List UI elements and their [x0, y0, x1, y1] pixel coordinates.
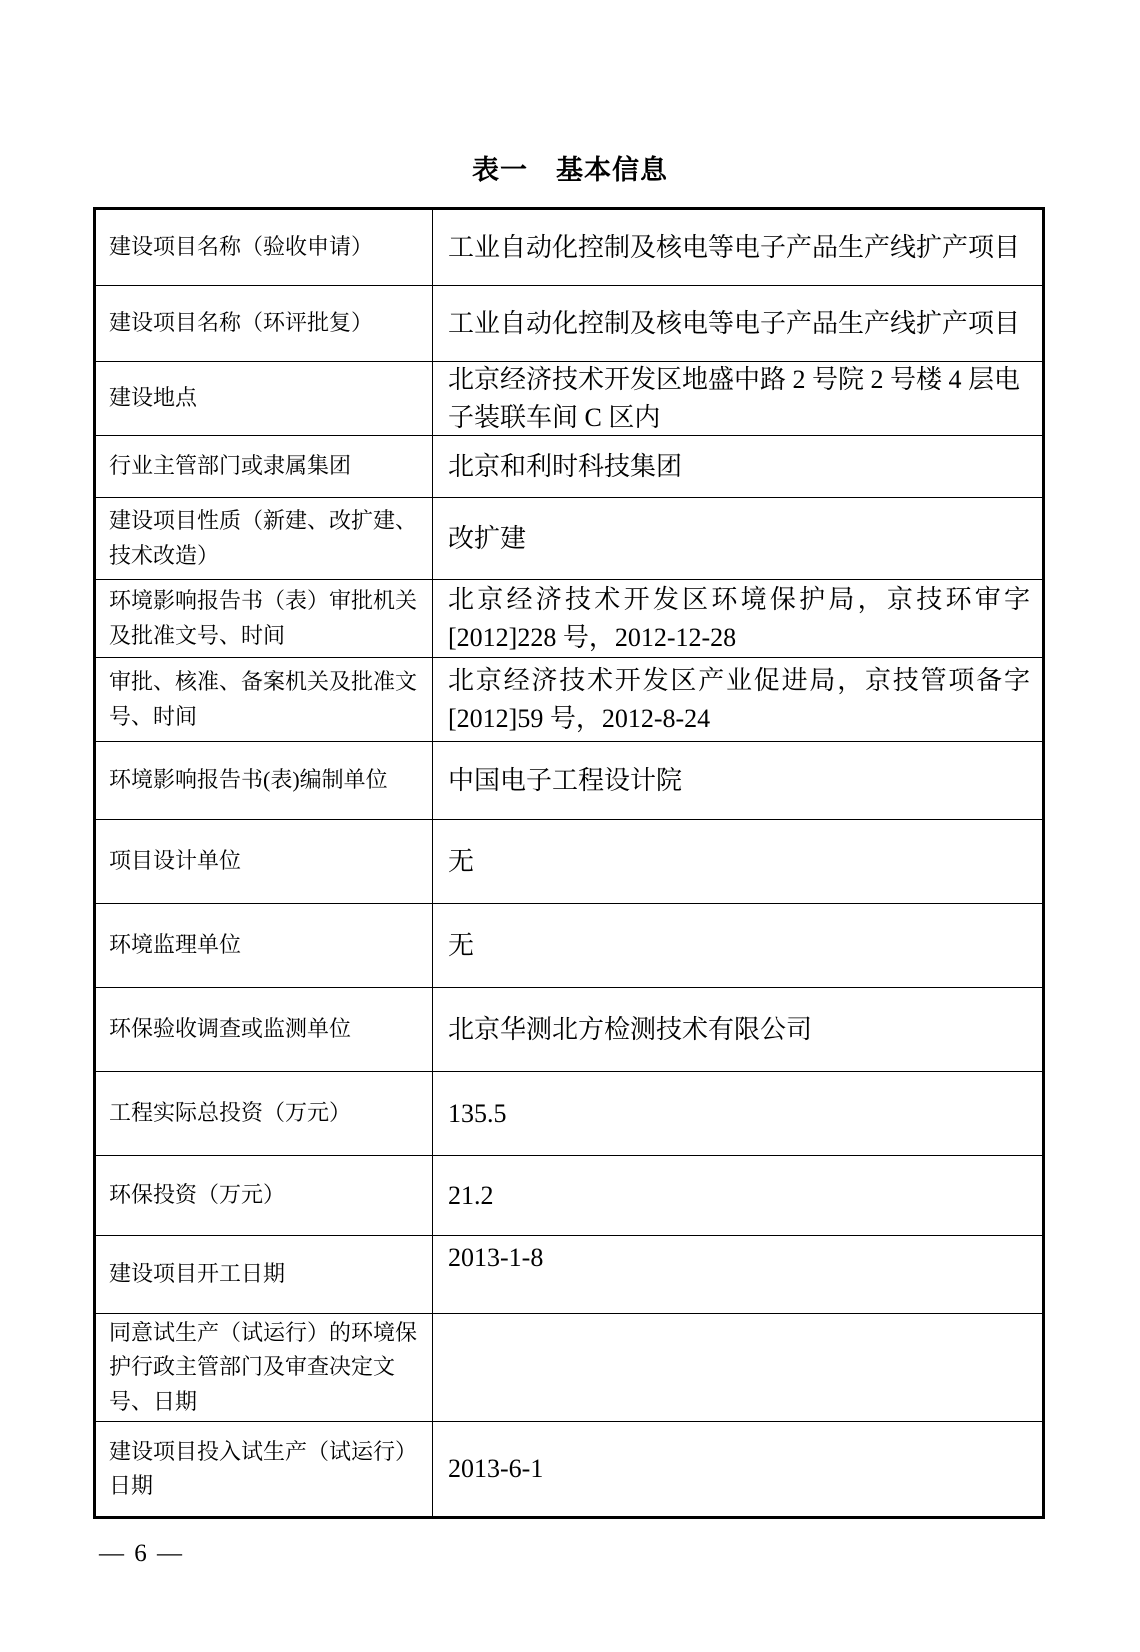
row-value: [433, 1314, 1042, 1421]
row-label: 工程实际总投资（万元）: [96, 1072, 433, 1155]
table-row: [96, 1156, 1042, 1236]
row-value: 北京经济技术开发区环境保护局，京技环审字[2012]228 号，2012-12-28: [448, 584, 1030, 652]
row-value: 无: [448, 846, 475, 876]
row-label: 建设地点: [96, 362, 433, 435]
table-row: [96, 1314, 1042, 1422]
row-value: 无: [448, 930, 475, 960]
row-label: 环境影响报告书（表）审批机关及批准文号、时间: [96, 580, 433, 657]
row-label: 建设项目开工日期: [96, 1236, 433, 1313]
row-label: 行业主管部门或隶属集团: [96, 436, 433, 497]
row-value: 工业自动化控制及核电等电子产品生产线扩产项目: [448, 308, 1021, 338]
row-label: 建设项目投入试生产（试运行）日期: [96, 1422, 433, 1516]
table-row: [96, 286, 1042, 362]
row-label: 环境监理单位: [96, 904, 433, 987]
row-value: 北京经济技术开发区地盛中路 2 号院 2 号楼 4 层电子装联车间 C 区内: [448, 364, 1021, 432]
row-label: 建设项目性质（新建、改扩建、技术改造）: [96, 498, 433, 579]
table-row: [96, 436, 1042, 498]
table-row: [96, 988, 1042, 1072]
table-row: [96, 210, 1042, 286]
row-label: 审批、核准、备案机关及批准文号、时间: [96, 658, 433, 741]
row-label: 同意试生产（试运行）的环境保护行政主管部门及审查决定文号、日期: [96, 1314, 433, 1421]
row-label: 环保验收调查或监测单位: [96, 988, 433, 1071]
row-value: 135.5: [448, 1098, 507, 1128]
page-title: 表一 基本信息: [472, 155, 668, 185]
row-label: 建设项目名称（环评批复）: [96, 286, 433, 361]
row-value: 北京经济技术开发区产业促进局，京技管项备字[2012]59 号，2012-8-24: [448, 665, 1030, 733]
row-value: 2013-6-1: [448, 1454, 544, 1484]
basic-info-table: [93, 207, 1045, 1519]
table-row: [96, 1236, 1042, 1314]
table-row: [96, 1072, 1042, 1156]
row-label: 建设项目名称（验收申请）: [96, 210, 433, 285]
row-value: 北京和利时科技集团: [448, 451, 683, 481]
page-number: — 6 —: [99, 1540, 184, 1567]
table-row: [96, 498, 1042, 580]
table-row: [96, 742, 1042, 820]
table-row: [96, 820, 1042, 904]
table-row: [96, 658, 1042, 742]
table-row: [96, 904, 1042, 988]
table-row: [96, 362, 1042, 436]
row-label: 环保投资（万元）: [96, 1156, 433, 1235]
row-label: 环境影响报告书(表)编制单位: [96, 742, 433, 819]
row-value: 21.2: [448, 1180, 494, 1210]
row-label: 项目设计单位: [96, 820, 433, 903]
row-value: 工业自动化控制及核电等电子产品生产线扩产项目: [448, 232, 1021, 262]
row-value: 改扩建: [448, 523, 527, 553]
row-value: 2013-1-8: [448, 1243, 544, 1272]
row-value: 北京华测北方检测技术有限公司: [448, 1014, 813, 1044]
row-value: 中国电子工程设计院: [448, 765, 683, 795]
table-row: [96, 580, 1042, 658]
table-row: [96, 1422, 1042, 1516]
